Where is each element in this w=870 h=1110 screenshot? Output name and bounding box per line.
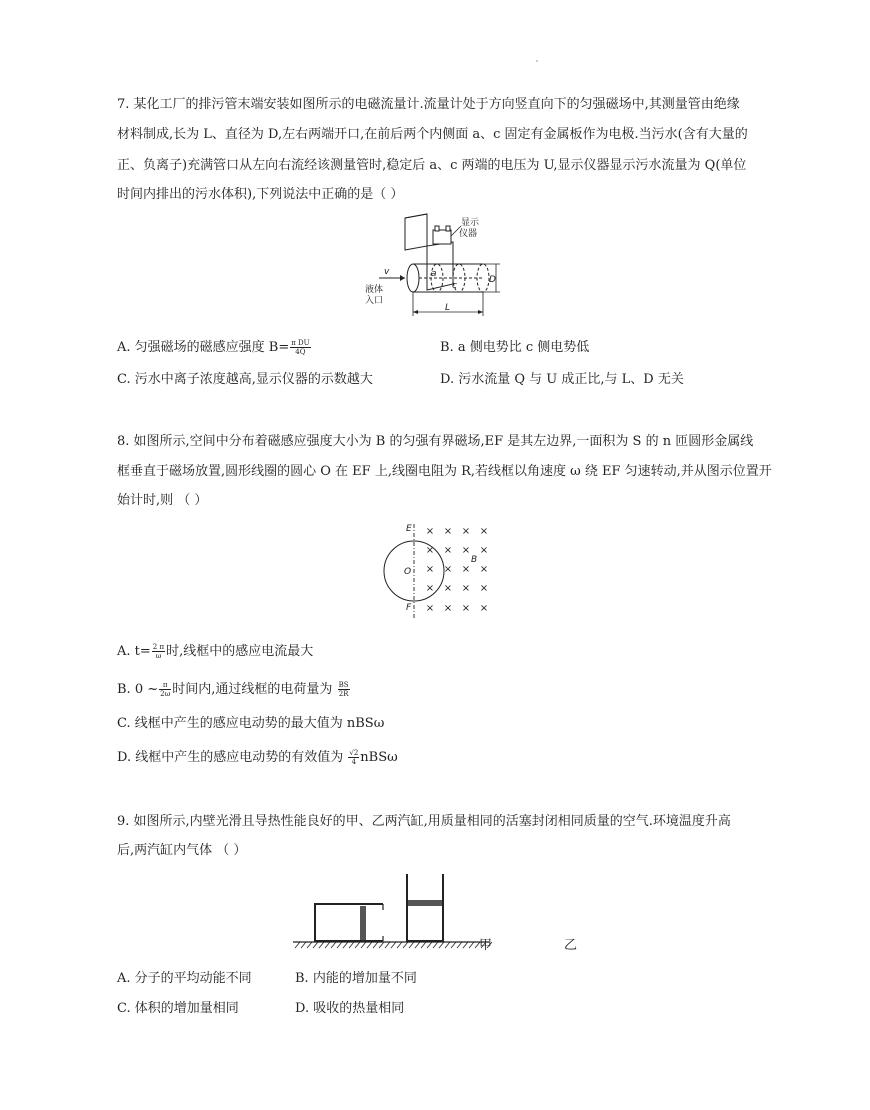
q8-option-b-den2: 2R — [338, 690, 349, 698]
q7-fig-display-label: 显示 — [461, 218, 480, 228]
field-cross: × — [443, 564, 453, 575]
q7-fig-instrument-label: 仪器 — [459, 229, 478, 239]
field-cross: × — [479, 526, 489, 537]
q9-piston-yi — [408, 900, 442, 906]
q7-fig-D-label: D — [489, 275, 496, 285]
field-cross: × — [479, 603, 489, 614]
q7-line-2: 材料制成,长为 L、直径为 D,左右两端开口,在前后两个内侧面 a、c 固定有金属板作为电极.当污水(含有大量的 — [117, 127, 748, 142]
field-cross: × — [425, 545, 435, 556]
q8-option-b-pre: B. 0 ~ — [117, 682, 159, 697]
field-cross: × — [425, 603, 435, 614]
field-cross: × — [461, 526, 471, 537]
q9-piston-jia — [360, 906, 366, 940]
q8-fig-O-label: O — [404, 567, 412, 577]
q8-option-a-num: 2 π — [152, 643, 165, 651]
q8-option-d-num: √2 — [349, 749, 359, 757]
q9-option-a[interactable]: A. 分子的平均动能不同 — [117, 971, 252, 986]
q8-line-3: 始计时,则 （ ） — [117, 493, 208, 508]
q8-option-d-fraction — [348, 749, 359, 766]
q8-option-a-post: 时,线框中的感应电流最大 — [166, 644, 314, 659]
q8-magnetic-field-figure — [378, 520, 498, 622]
q7-fig-L-label: L — [445, 303, 451, 313]
q8-option-b-num2: BS — [338, 681, 349, 689]
field-cross: × — [479, 564, 489, 575]
q8-option-b-mid: 时间内,通过线框的电荷量为 — [172, 682, 333, 697]
q7-line-4: 时间内排出的污水体积),下列说法中正确的是（ ） — [117, 187, 404, 202]
field-cross: × — [479, 545, 489, 556]
q7-option-a-den: 4Q — [295, 348, 306, 356]
q7-line-1: 7. 某化工厂的排污管末端安装如图所示的电磁流量计.流量计处于方向竖直向下的匀强磁场中,其测量管由绝缘 — [117, 97, 740, 112]
q7-fig-v-label: v — [384, 267, 390, 277]
q7-fig-c-label: c — [452, 281, 457, 291]
field-cross: × — [425, 526, 435, 537]
q7-option-a[interactable] — [117, 338, 312, 358]
q8-option-d-post: nBSω — [360, 750, 398, 765]
field-cross: × — [443, 583, 453, 594]
q8-fig-E-label: E — [406, 524, 412, 534]
page-dot — [536, 60, 538, 62]
q7-fig-inlet-label: 入口 — [365, 296, 384, 306]
q8-option-a-fraction — [152, 643, 165, 660]
q7-line-3: 正、负离子)充满管口从左向右流经该测量管时,稳定后 a、c 两端的电压为 U,显示仪器显示污水流量为 Q(单位 — [117, 158, 747, 173]
q9-option-d[interactable]: D. 吸收的热量相同 — [295, 1001, 405, 1016]
q9-option-c[interactable]: C. 体积的增加量相同 — [117, 1001, 239, 1016]
q9-label-jia: 甲 — [479, 938, 493, 953]
q8-option-b-den: 2ω — [160, 690, 171, 698]
q8-option-d-pre: D. 线框中产生的感应电动势的有效值为 — [117, 750, 344, 765]
q8-option-d[interactable] — [117, 748, 398, 768]
q8-option-a-pre: A. t= — [117, 644, 151, 659]
q8-option-b-num: π — [159, 681, 171, 690]
q9-line-1: 9. 如图所示,内壁光滑且导热性能良好的甲、乙两汽缸,用质量相同的活塞封闭相同质量的空气.环境温度升高 — [117, 814, 731, 829]
q8-option-c[interactable]: C. 线框中产生的感应电动势的最大值为 nBSω — [117, 716, 385, 731]
q7-flowmeter-figure — [365, 212, 510, 322]
q7-option-a-text: A. 匀强磁场的磁感应强度 B= — [117, 340, 290, 355]
field-cross: × — [425, 583, 435, 594]
field-cross: × — [461, 583, 471, 594]
q9-line-2: 后,两汽缸内气体 （ ） — [117, 843, 247, 858]
field-cross: × — [443, 545, 453, 556]
q8-option-b-fraction-1 — [159, 681, 171, 698]
q7-option-c[interactable]: C. 污水中离子浓度越高,显示仪器的示数越大 — [117, 372, 373, 387]
field-cross: × — [425, 564, 435, 575]
q7-fig-a-label: a — [431, 269, 437, 279]
q8-option-a-den: ω — [155, 652, 162, 660]
field-cross: × — [479, 583, 489, 594]
q8-fig-crosses — [426, 526, 488, 614]
q8-fig-B-label: B — [471, 555, 478, 565]
q8-line-1: 8. 如图所示,空间中分布着磁感应强度大小为 B 的匀强有界磁场,EF 是其左边界,一面积为 S 的 n 匝圆形金属线 — [117, 434, 754, 449]
q7-option-d[interactable]: D. 污水流量 Q 与 U 成正比,与 L、D 无关 — [440, 372, 684, 387]
field-cross: × — [443, 603, 453, 614]
field-cross: × — [443, 526, 453, 537]
q7-option-a-num: π DU — [291, 339, 310, 347]
q8-option-b[interactable] — [117, 680, 351, 700]
q9-option-b[interactable]: B. 内能的增加量不同 — [295, 971, 417, 986]
q9-ground-hatch — [295, 942, 492, 948]
q8-option-d-den: 4 — [351, 758, 357, 766]
q7-option-b[interactable]: B. a 侧电势比 c 侧电势低 — [440, 340, 590, 355]
q8-option-a[interactable] — [117, 642, 313, 662]
field-cross: × — [461, 545, 471, 556]
q8-line-2: 框垂直于磁场放置,圆形线圈的圆心 O 在 EF 上,线圈电阻为 R,若线框以角速度 ω 绕 EF 匀速转动,并从图示位置开 — [117, 464, 772, 479]
q9-cylinders-figure — [293, 870, 493, 950]
field-cross: × — [461, 603, 471, 614]
field-cross: × — [461, 564, 471, 575]
q8-fig-F-label: F — [406, 603, 412, 613]
q8-option-b-fraction-2 — [338, 681, 350, 698]
q9-label-yi: 乙 — [564, 938, 578, 953]
q7-option-a-fraction — [290, 339, 310, 356]
q7-fig-liquid-label: 液体 — [365, 285, 384, 295]
